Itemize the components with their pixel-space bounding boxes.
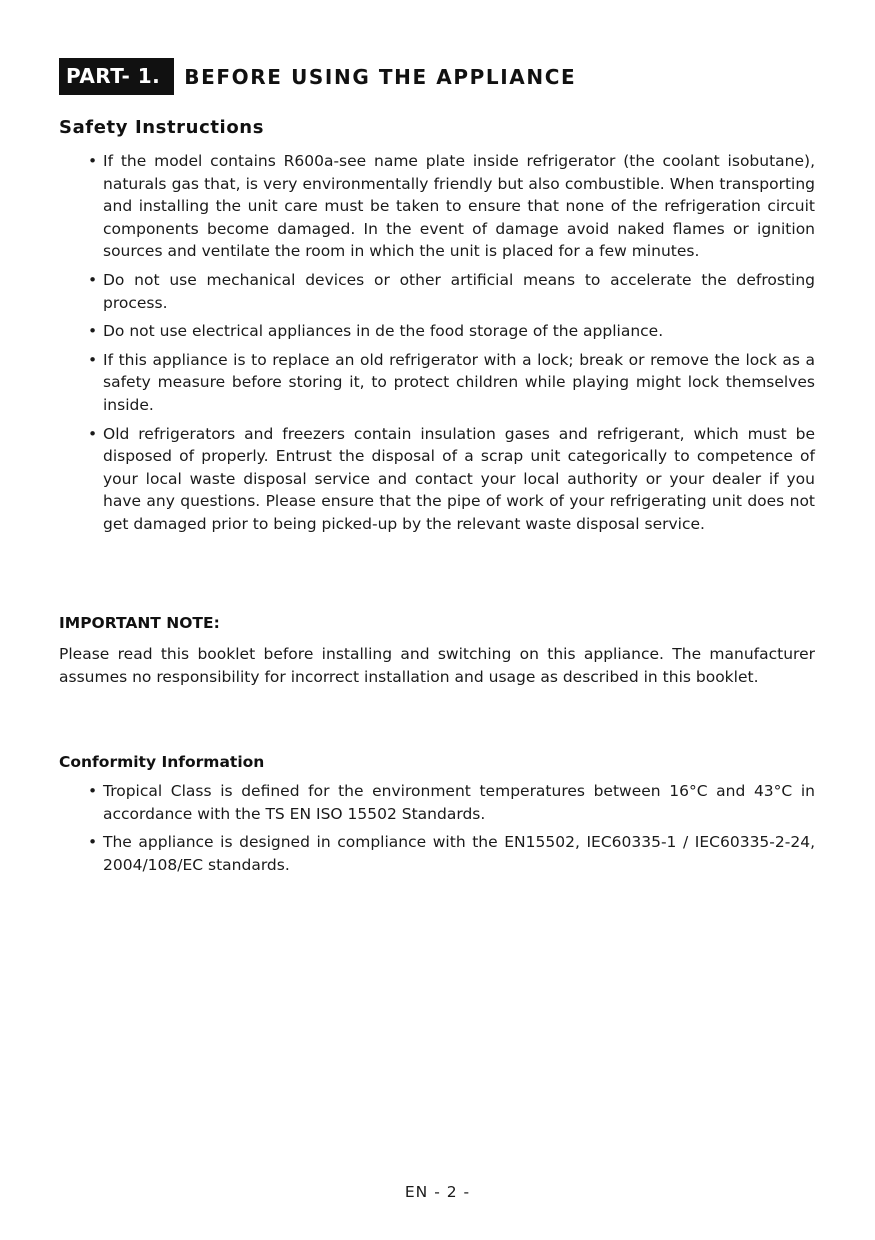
important-note-text: Please read this booklet before installing and switching on this appliance. The manufacturer assumes no responsibility for incorrect installation and usage as described in this booklet. [59,645,815,686]
conformity-information-heading: Conformity Information [59,753,265,771]
bullet-icon: • [88,833,98,852]
list-item-text: The appliance is designed in compliance with the EN15502, IEC60335-1 / IEC60335-2-24, 2004/108/EC standards. [103,833,815,874]
part-title: BEFORE USING THE APPLIANCE [184,64,577,89]
page-number: EN - 2 - [404,1183,471,1201]
bullet-icon: • [88,782,98,800]
bullet-icon: • [88,270,98,289]
list-item-text: If the model contains R600a-see name plate inside refrigerator (the coolant isobutane), naturals gas that, is very environmentally friendly but also combustible. When transporting and installing the unit care must be taken to ensure that none of the refrigeration circuit components become damaged. In the event of damage avoid naked flames or ignition sources and ventilate the room in which the unit is placed for a few minutes. [103,152,815,261]
bullet-icon: • [88,322,98,341]
list-item [88,150,815,263]
part-header [59,58,576,95]
list-item [88,349,815,417]
conformity-information-list [88,780,815,882]
list-item [88,269,815,314]
bullet-icon: • [88,350,98,369]
bullet-icon: • [88,424,98,443]
list-item-text: Do not use electrical appliances in de the food storage of the appliance. [103,322,664,341]
list-item [88,423,815,536]
safety-instructions-list [88,150,815,542]
bullet-icon: • [88,152,98,170]
list-item-text: Do not use mechanical devices or other artificial means to accelerate the defrosting process. [103,270,815,312]
list-item-text: Old refrigerators and freezers contain insulation gases and refrigerant, which must be disposed of properly. Entrust the disposal of a scrap unit categorically to competence of your local waste disposal service and contact your local authority or your dealer if you have any questions. Please ensure that the pipe of work of your refrigerating unit does not get damaged prior to being picked-up by the relevant waste disposal service. [103,424,815,533]
list-item-text: If this appliance is to replace an old refrigerator with a lock; break or remove the lock as a safety measure before storing it, to protect children while playing might lock themselves inside. [103,350,815,414]
list-item [88,831,815,876]
list-item-text: Tropical Class is defined for the environment temperatures between 16°C and 43°C in accordance with the TS EN ISO 15502 Standards. [103,782,815,823]
list-item [88,780,815,825]
important-note-heading: IMPORTANT NOTE: [59,614,220,632]
list-item [88,320,815,343]
safety-instructions-heading: Safety Instructions [59,117,265,138]
part-label: PART- 1. [59,58,174,95]
